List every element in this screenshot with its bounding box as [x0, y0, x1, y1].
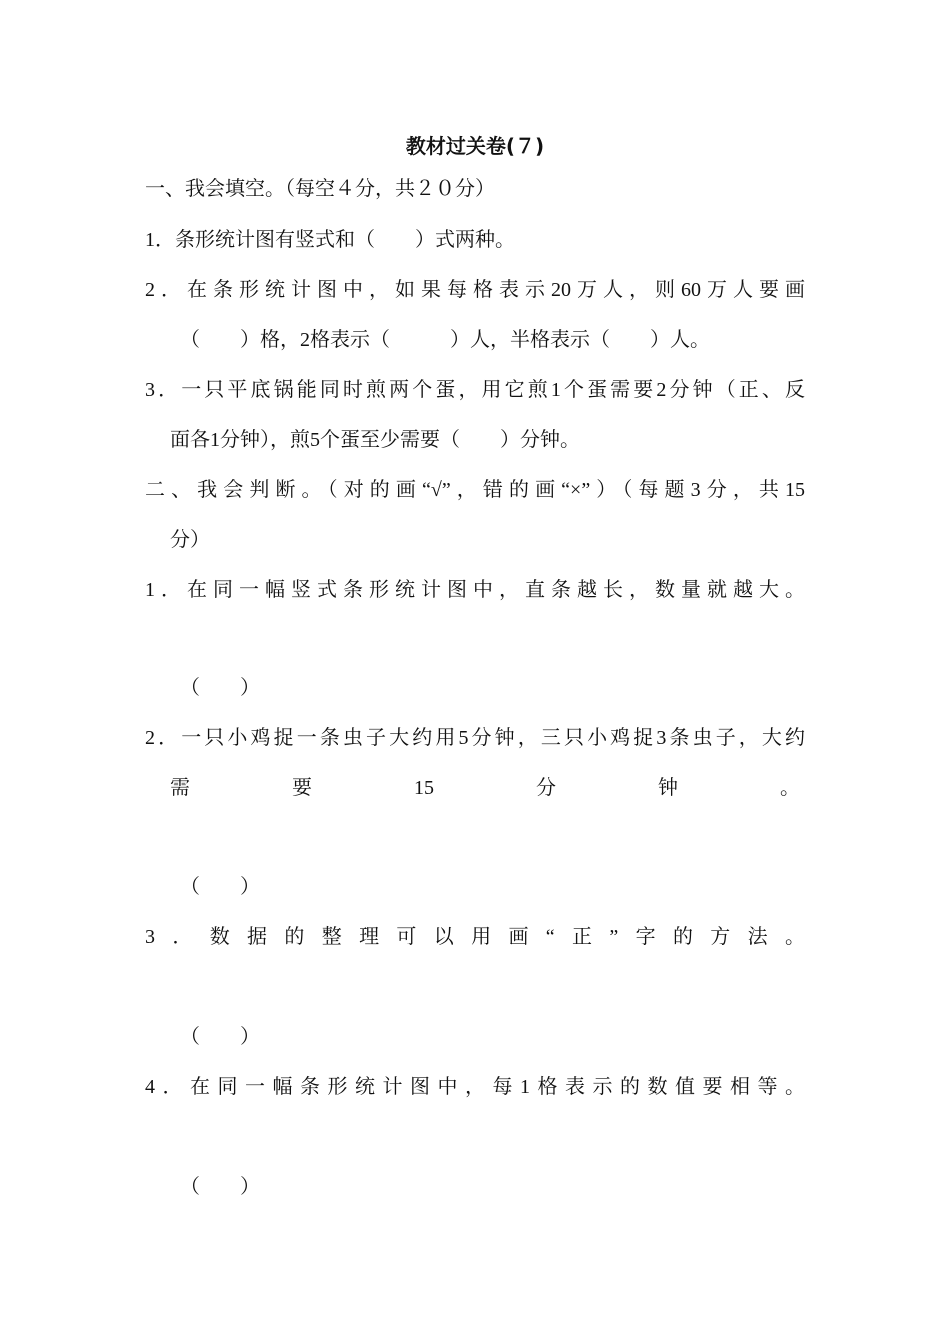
section2-heading-line1: 二、我会判断。（对的画“√”，错的画“×”）（每题3分，共15 [145, 479, 805, 501]
word: 分 [536, 777, 556, 799]
section1-heading: 一、我会填空。（每空４分，共２０分） [145, 178, 495, 200]
word: 15 [414, 777, 434, 799]
word: 需 [170, 777, 190, 799]
fill-question-2-line1: 2．在条形统计图中，如果每格表示20万人，则60万人要画 [145, 279, 805, 301]
fill-question-1: 1．条形统计图有竖式和（ ）式两种。 [145, 229, 515, 251]
word: 。 [780, 777, 800, 799]
word: 钟 [658, 777, 678, 799]
judge-question-2-line1: 2．一只小鸡捉一条虫子大约用5分钟，三只小鸡捉3条虫子，大约 [145, 727, 805, 749]
answer-blank-3: （ ） [180, 1026, 260, 1048]
page-title: 教材过关卷(７) [405, 134, 545, 158]
judge-question-2-line2 [170, 775, 800, 801]
word: 要 [292, 777, 312, 799]
answer-blank-4: （ ） [180, 1176, 260, 1198]
answer-blank-2: （ ） [180, 876, 260, 898]
answer-blank-1: （ ） [180, 677, 260, 699]
section2-heading-line2: 分） [170, 529, 210, 551]
fill-question-3-line1: 3．一只平底锅能同时煎两个蛋，用它煎1个蛋需要2分钟（正、反 [145, 379, 805, 401]
fill-question-3-line2: 面各1分钟），煎5个蛋至少需要（ ）分钟。 [170, 429, 580, 451]
judge-question-1: 1．在同一幅竖式条形统计图中，直条越长，数量就越大。 [145, 579, 805, 601]
judge-question-3: 3．数据的整理可以用画“正”字的方法。 [145, 926, 805, 948]
judge-question-4: 4．在同一幅条形统计图中，每1格表示的数值要相等。 [145, 1076, 805, 1098]
fill-question-2-line2: （ ）格，2格表示（ ）人，半格表示（ ）人。 [180, 329, 710, 351]
